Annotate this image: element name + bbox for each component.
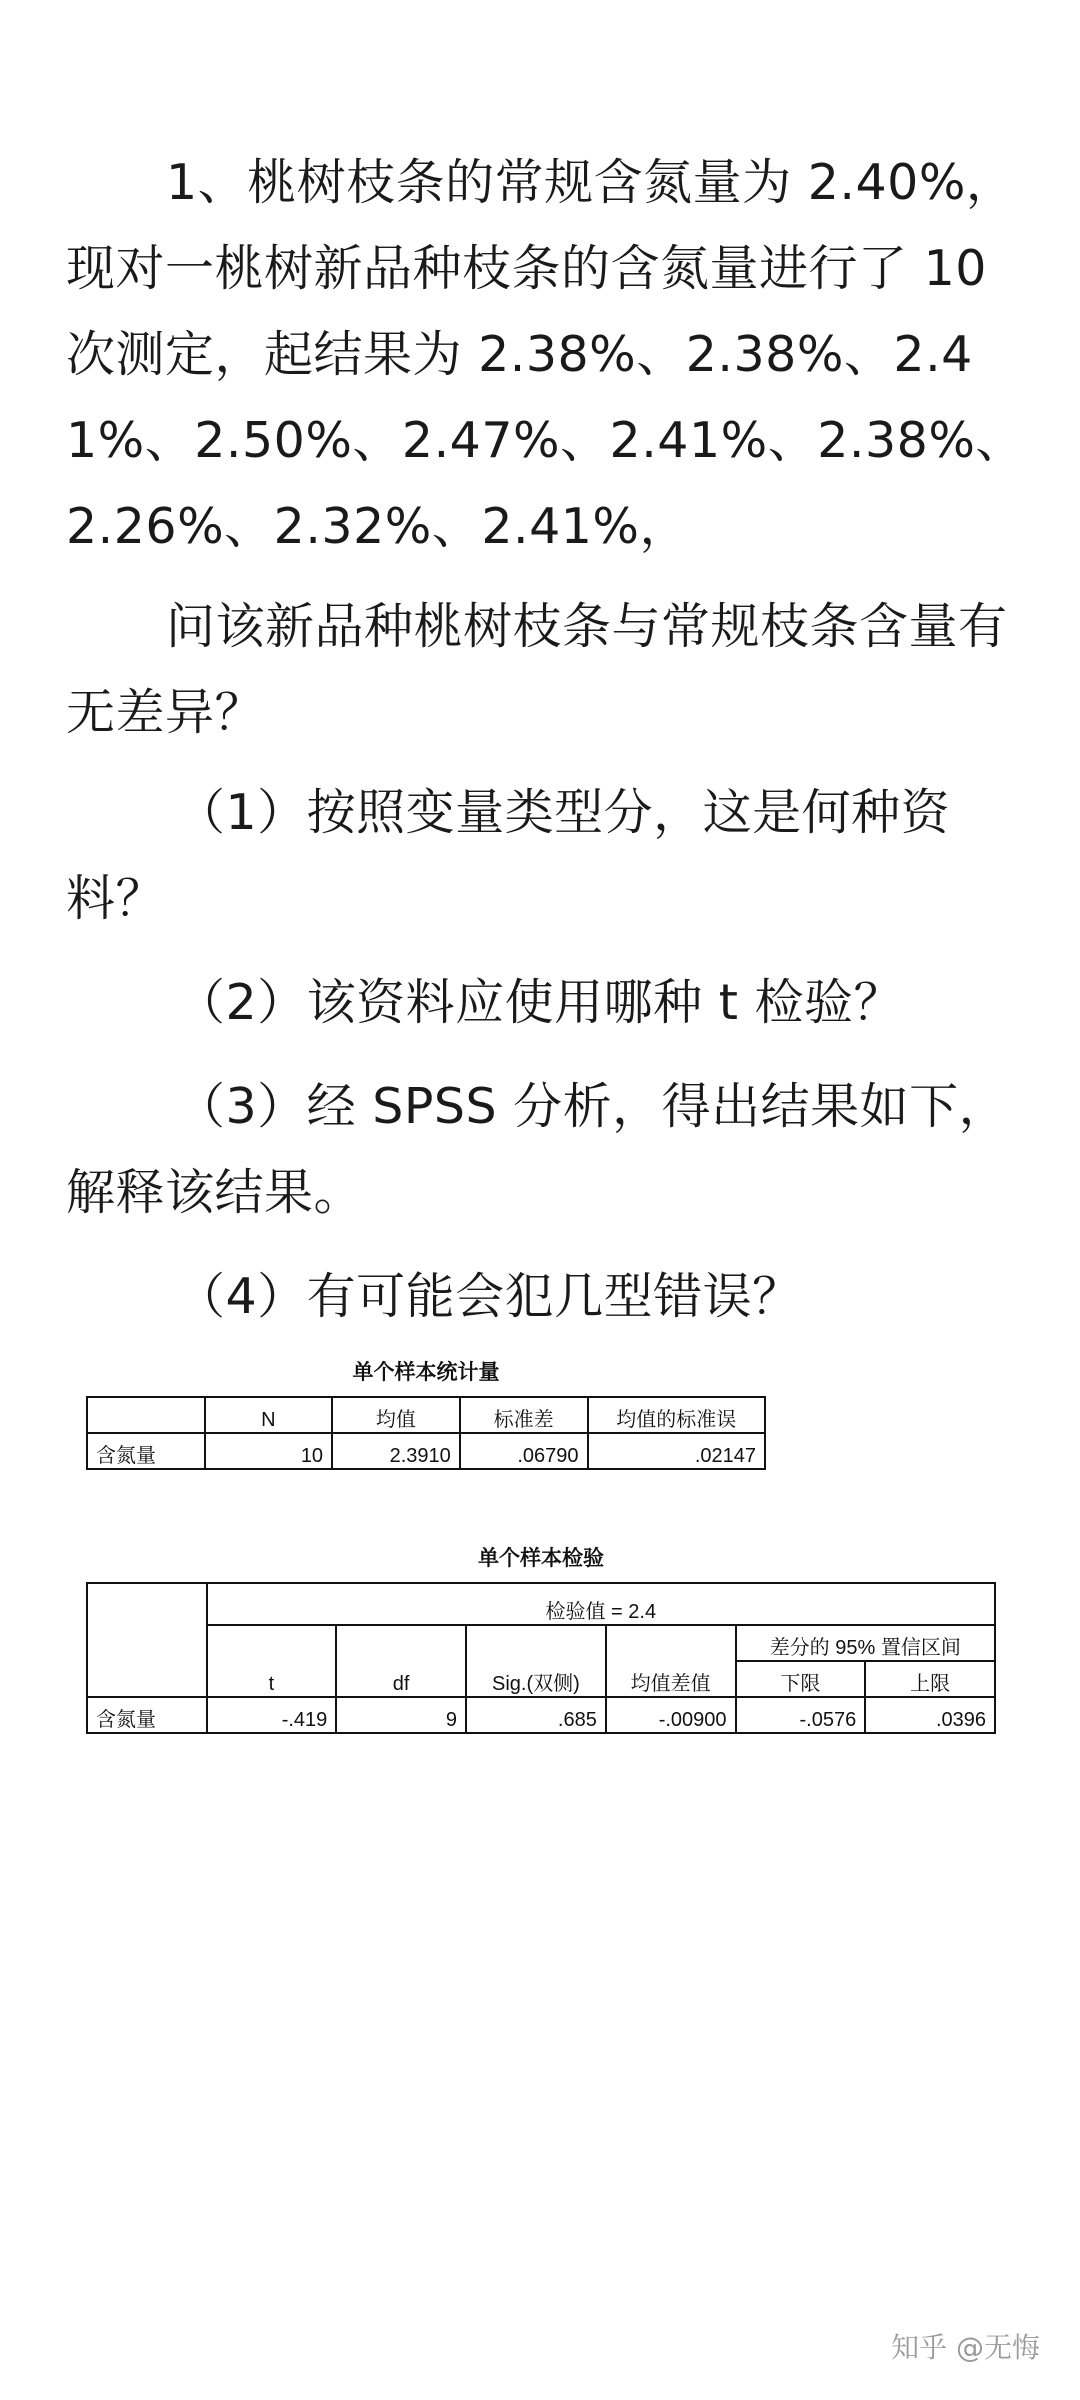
sub-question-2: （2）该资料应使用哪种 t 检验？ [176, 974, 904, 1031]
stats-mean-value: 2.3910 [332, 1433, 460, 1469]
stats-n-value: 10 [205, 1433, 333, 1469]
stats-header-mean: 均值 [332, 1397, 460, 1433]
problem-statement: 1、桃树枝条的常规含氮量为 2.40%，现对一桃树新品种枝条的含氮量进行了 10 次测定，起结果为 2.38%、2.38%、2.41%、2.50%、2.47%、2.41%、2.38%、2.26%、2.32%、2.41%， [66, 154, 1025, 555]
test-value-row [87, 1583, 995, 1625]
test-lower-value: -.0576 [736, 1697, 866, 1733]
test-row-label: 含氮量 [87, 1697, 207, 1733]
test-df-value: 9 [336, 1697, 466, 1733]
stats-header-se: 均值的标准误 [588, 1397, 766, 1433]
stats-header-row [87, 1397, 765, 1433]
table-row [87, 1433, 765, 1469]
stats-header-blank [87, 1397, 205, 1433]
test-upper-value: .0396 [865, 1697, 995, 1733]
stats-table [86, 1396, 766, 1470]
ci-header-row [87, 1625, 995, 1661]
problem-question: 问该新品种桃树枝条与常规枝条含量有无差异？ [66, 598, 1008, 741]
stats-table-title: 单个样本统计量 [352, 1361, 500, 1384]
one-sample-statistics-table [86, 1356, 766, 1470]
test-header-mean-diff: 均值差值 [606, 1625, 736, 1697]
test-t-value: -.419 [207, 1697, 337, 1733]
ci-header: 差分的 95% 置信区间 [736, 1625, 995, 1661]
test-header-t: t [207, 1625, 337, 1697]
question-text [66, 140, 1026, 1358]
test-header-lower: 下限 [736, 1661, 866, 1697]
stats-header-n: N [205, 1397, 333, 1433]
test-table-title: 单个样本检验 [478, 1547, 604, 1570]
test-header-blank [87, 1583, 207, 1697]
stats-row-label: 含氮量 [87, 1433, 205, 1469]
test-header-upper: 上限 [865, 1661, 995, 1697]
sub-question-3: （3）经 SPSS 分析，得出结果如下，解释该结果。 [66, 1078, 1009, 1221]
test-sig-value: .685 [466, 1697, 606, 1733]
stats-sd-value: .06790 [460, 1433, 588, 1469]
stats-header-sd: 标准差 [460, 1397, 588, 1433]
stats-se-value: .02147 [588, 1433, 766, 1469]
one-sample-test-table [86, 1542, 996, 1734]
watermark: 知乎 @无悔 [891, 2331, 1040, 2364]
table-row [87, 1697, 995, 1733]
sub-question-1: （1）按照变量类型分，这是何种资料？ [66, 784, 951, 927]
test-header-df: df [336, 1625, 466, 1697]
test-mean-diff-value: -.00900 [606, 1697, 736, 1733]
test-header-sig: Sig.(双侧) [466, 1625, 606, 1697]
sub-question-4: （4）有可能会犯几型错误？ [176, 1268, 802, 1325]
test-table [86, 1582, 996, 1734]
test-value-header: 检验值 = 2.4 [207, 1583, 995, 1625]
